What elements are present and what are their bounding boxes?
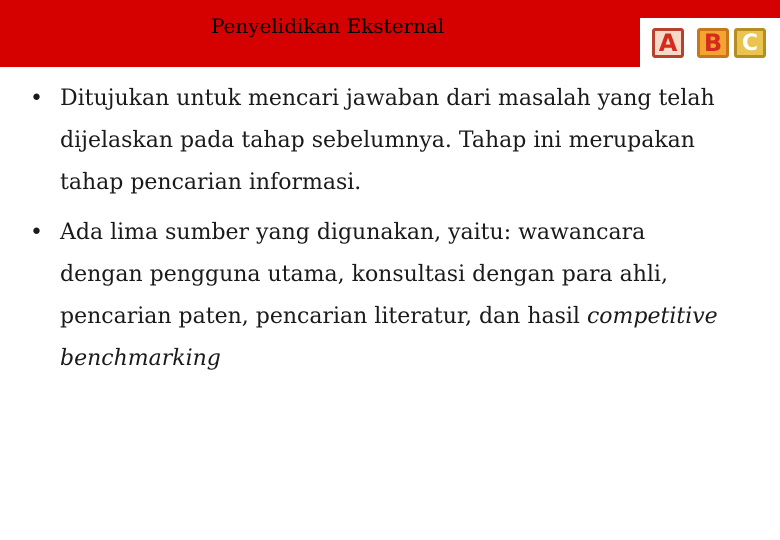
logo-block-c: C	[734, 28, 766, 58]
bullet-italic-text: competitive benchmarking	[60, 304, 718, 371]
bullet-text: Ditujukan untuk mencari jawaban dari masalah yang telah dijelaskan pada tahap sebelumnya. Tahap ini merupakan tahap pencarian informasi.	[60, 86, 715, 195]
logo-block-a: A	[652, 28, 684, 58]
slide-content	[30, 78, 730, 388]
bullet-text: Ada lima sumber yang digunakan, yaitu: wawancara dengan pengguna utama, konsultasi dengan para ahli, pencarian paten, pencarian literatur, dan hasil	[60, 220, 668, 329]
title-box	[0, 0, 630, 52]
bullet-item	[30, 212, 730, 380]
logo-block-b: B	[697, 28, 729, 58]
bullet-icon: •	[30, 220, 43, 245]
bullet-item	[30, 78, 730, 204]
bullet-icon: •	[30, 86, 43, 111]
slide-title: Penyelidikan Eksternal	[211, 14, 445, 38]
